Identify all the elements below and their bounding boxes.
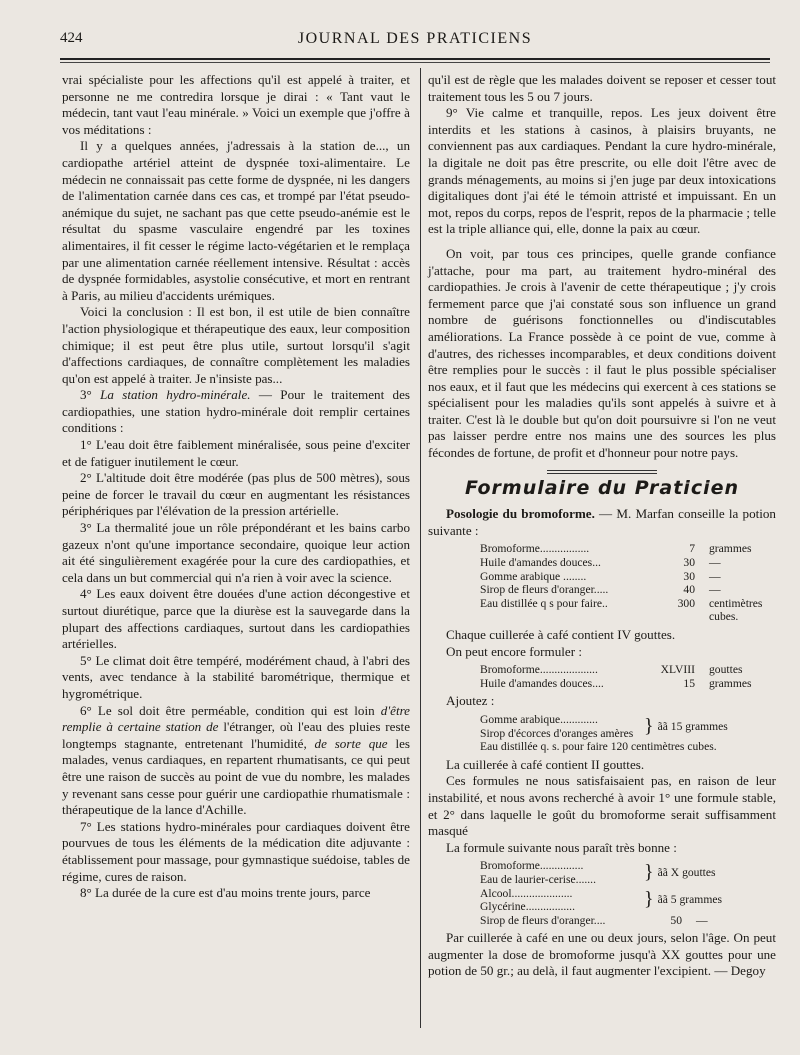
quantity: ãã 15 grammes — [657, 719, 728, 733]
page-header — [60, 30, 770, 52]
page-number: 424 — [60, 30, 83, 46]
ingredient: Sirop d'écorces d'oranges amères — [480, 726, 634, 740]
ingredient: Eau distillée q s pour faire.. — [480, 596, 608, 610]
left-column — [62, 72, 410, 902]
ingredient: Huile d'amandes douces.... — [480, 676, 604, 690]
dose-note: La cuillerée à café contient II gouttes. — [446, 756, 645, 772]
prescription-row — [428, 556, 776, 570]
prescription-4: Bromoforme............... Eau de laurier-cerise....... } ãã X gouttes Alcool..................... Glycérine................. } ãã 5 grammes Sirop de fleurs d'oranger.... 50 — — [428, 859, 776, 927]
unit: grammes — [709, 542, 752, 556]
ingredient: Huile d'amandes douces... — [480, 556, 601, 570]
ingredient: Eau distillée q. s. pour faire 120 centimètres cubes. — [480, 740, 717, 754]
prescription-row — [428, 542, 776, 556]
prescription-row — [428, 663, 776, 677]
ingredient: Glycérine................. — [480, 900, 575, 914]
quantity: 30 — [683, 556, 695, 570]
quantity: ãã X gouttes — [657, 866, 716, 880]
prescription-row — [428, 570, 776, 584]
ingredient: Bromoforme................. — [480, 542, 590, 556]
paragraph: 8° La durée de la cure est d'au moins trente jours, parce — [80, 885, 371, 901]
paragraph: 9° Vie calme et tranquille, repos. Les jeux doivent être interdits et les stations à casinos, à plaisirs bruyants, ne conviennent pas aux cardiaques. Pendant la cure hydro-minérale, la digitale ne doit pas être prescrite, ou elle doit l'être avec de grands ménagements, au moins si j'en juge par deux intoxications digitaliques dont j'ai été le témoin attristé et impuissant. En un mot, repos du corps, repos de l'esprit, repos de la pharmacie ; telle est la triple alliance qui, elle, donne la paix au cœur. — [428, 105, 776, 237]
paragraph: Voici la conclusion : Il est bon, il est utile de bien connaître l'action physiologique et thérapeutique des eaux, leur composition chimique; il est peut être plus utile, surtout lorsqu'il s'agit d'affections cardiaques, de connaître complètement les maladies qu'on est appelé à traiter. Je n'insiste pas... — [62, 304, 410, 386]
prescription-3: Gomme arabique............. Sirop d'écorces d'oranges amères } ãã 15 grammes Eau distillée q. s. pour faire 120 centimètres cubes. — [428, 713, 776, 754]
paragraph: 3° La thermalité joue un rôle prépondérant et les bains carbo gazeux n'ont qu'une importance secondaire, quoique leur action ait été singulièrement exagérée pour la cure des cardiopathies, et cela dans un but commercial qui n'a rien à voir avec la science. — [62, 520, 410, 585]
ingredient: Gomme arabique ........ — [480, 569, 587, 583]
paragraph: 7° Les stations hydro-minérales pour cardiaques doivent être pourvues de tous les éléments de la médication dite adjuvante : établissement pour massage, pour gymnastique suédoise, tables de régime, cures de raison. — [62, 818, 410, 884]
quantity: 300 — [677, 596, 695, 610]
paragraph: 6° Le sol doit être perméable, condition qui est loin d'être remplie à certaine station de l'étranger, où l'eau des pluies reste longtemps stagnante, entretenant l'humidité, de sorte que les malades, venus cardiaques, en repartent rhumatisants, ce qui peut être une raison de succès au point de vue du nombre, les malades y revenant sans cesse pour guérir une cardiopathie rhumatismale : thérapeutique de la lance d'Achille. — [62, 702, 411, 818]
quantity: 7 — [689, 542, 695, 556]
prescription-row — [428, 597, 776, 624]
paragraph: vrai spécialiste pour les affections qu'il est appelé à traiter, et personne ne me contredira lorsque je dirai : « Tant vaut le médecin, tant vaut l'eau minérale. » Voici un exemple que j'offre à vos méditations : — [62, 72, 410, 137]
paragraph: On voit, par tous ces principes, quelle grande confiance j'attache, pour ma part, au traitement hydro-minéral des cardiopathies. Je crois à l'avenir de cette thérapeutique ; j'y crois fermement parce que j'ai constaté sous son influence un grand nombre de guérisons fonctionnelles ou d'indiscutables améliorations. La France possède à ce point de vue, comme à d'autres, des richesses incomparables, et deux conditions doivent être remplies pour le succès : il faut le plus possible spécialiser nos eaux, et il faut que les médecins qui exercent à ces stations se spécialisent pour les maladies qu'ils sont appelés à suivre et à traiter. C'est là le double but qu'on doit poursuivre si l'on ne veut pas laisser perdre entre nos mains une des sources les plus fécondes de fortune, de profit et d'honneur pour notre pays. — [428, 245, 776, 461]
quantity: 50 — [670, 913, 682, 927]
unit: — — [696, 913, 708, 927]
ingredient: Sirop de fleurs d'oranger..... — [480, 583, 609, 597]
paragraph: qu'il est de règle que les malades doivent se reposer et cesser tout traitement tous les 5 ou 7 jours. — [428, 72, 776, 104]
prescription-2 — [428, 663, 776, 690]
journal-title: JOURNAL DES PRATICIENS — [297, 30, 533, 47]
prescription-row — [428, 677, 776, 691]
ingredient: Sirop de fleurs d'oranger.... — [480, 913, 606, 927]
paragraph: 4° Les eaux doivent être douées d'une action décongestive et surtout diurétique, parce que la diurèse est la sauvegarde dans la plupart des affections cardiaques, surtout dans les cardiopathies artérielles. — [62, 586, 410, 652]
paragraph: Par cuillerée à café en une ou deux jours, selon l'âge. On peut augmenter la dose de bromoforme jusqu'à XX gouttes pour une potion de 50 gr.; au delà, il faut augmenter l'excipient. — Degoy — [428, 930, 776, 979]
quantity: XLVIII — [660, 663, 695, 677]
paragraph: La formule suivante nous paraît très bonne : — [446, 839, 677, 855]
unit: — — [709, 569, 721, 583]
quantity: 15 — [683, 676, 695, 690]
paragraph: Ces formules ne nous satisfaisaient pas, en raison de leur instabilité, et nous avons recherché à avoir 1° une formule stable, et 2° dans laquelle le goût du bromoforme serait suffisamment masqué — [428, 773, 776, 839]
prescription-1 — [428, 542, 776, 624]
header-rule-thin — [60, 62, 770, 63]
paragraph: 2° L'altitude doit être modérée (pas plus de 500 mètres), sous peine de forcer le travail du cœur en augmentant les résistances périphériques par l'élévation de la pression artérielle. — [62, 470, 410, 519]
dose-note: Chaque cuillerée à café contient IV gouttes. — [446, 627, 676, 642]
paragraph: 5° Le climat doit être tempéré, modérément chaud, à l'abri des vents, avec tendance à la stabilité barométrique, thermique et hygrométrique. — [62, 652, 410, 701]
posologie-paragraph: Posologie du bromoforme. — M. Marfan conseille la potion suivante : — [428, 506, 776, 538]
unit: gouttes — [709, 663, 743, 677]
ingredient: Alcool..................... — [480, 886, 573, 900]
quantity: ãã 5 grammes — [657, 893, 722, 907]
unit: centimètres cubes. — [709, 596, 763, 624]
ingredient: Bromoforme............... — [480, 859, 584, 873]
column-divider — [420, 68, 421, 1028]
section-heading: La station hydro-minérale. — [100, 387, 251, 403]
paragraph: On peut encore formuler : — [446, 643, 582, 659]
prescription-row — [428, 583, 776, 597]
quantity: 30 — [683, 569, 695, 583]
header-rule — [60, 58, 770, 60]
formulaire-title: Formulaire du Praticien — [464, 476, 740, 499]
right-column — [428, 72, 776, 980]
paragraph: Ajoutez : — [446, 693, 495, 709]
section-separator — [547, 470, 657, 474]
unit: — — [709, 556, 721, 570]
ingredient: Eau de laurier-cerise....... — [480, 872, 596, 886]
paragraph: Il y a quelques années, j'adressais à la station de..., un cardiopathe artériel atteint de dyspnée toxi-alimentaire. Le médecin ne connaissait pas cette forme de dyspnée, ni les dangers de l'alimentation carnée dans ces cas, et trompé par l'état pseudo-anémique du sujet, ne sachant pas que cette pseudo-anémie est le résultat du spasme vasculaire engendré par les toxines alimentaires, il fit cesser le régime lacto-végétarien et le remplaça par une alimentation carnée réellement intensive. Résultat : accès de dyspnée formidables, asystolie consécutive, et mort en rentrant à Paris, au milieu d'accidents urémiques. — [62, 138, 410, 303]
quantity: 40 — [683, 583, 695, 597]
section-heading-paragraph: 3° La station hydro-minérale. — Pour le traitement des cardiopathies, une station hydro-minérale doit remplir certaines conditions : — [62, 387, 411, 436]
ingredient: Gomme arabique............. — [480, 712, 598, 726]
unit: grammes — [709, 676, 752, 690]
paragraph: 1° L'eau doit être faiblement minéralisée, sous peine d'exciter et de fatiguer inutilement le cœur. — [62, 437, 410, 469]
ingredient: Bromoforme.................... — [480, 663, 598, 677]
unit: — — [709, 583, 721, 597]
